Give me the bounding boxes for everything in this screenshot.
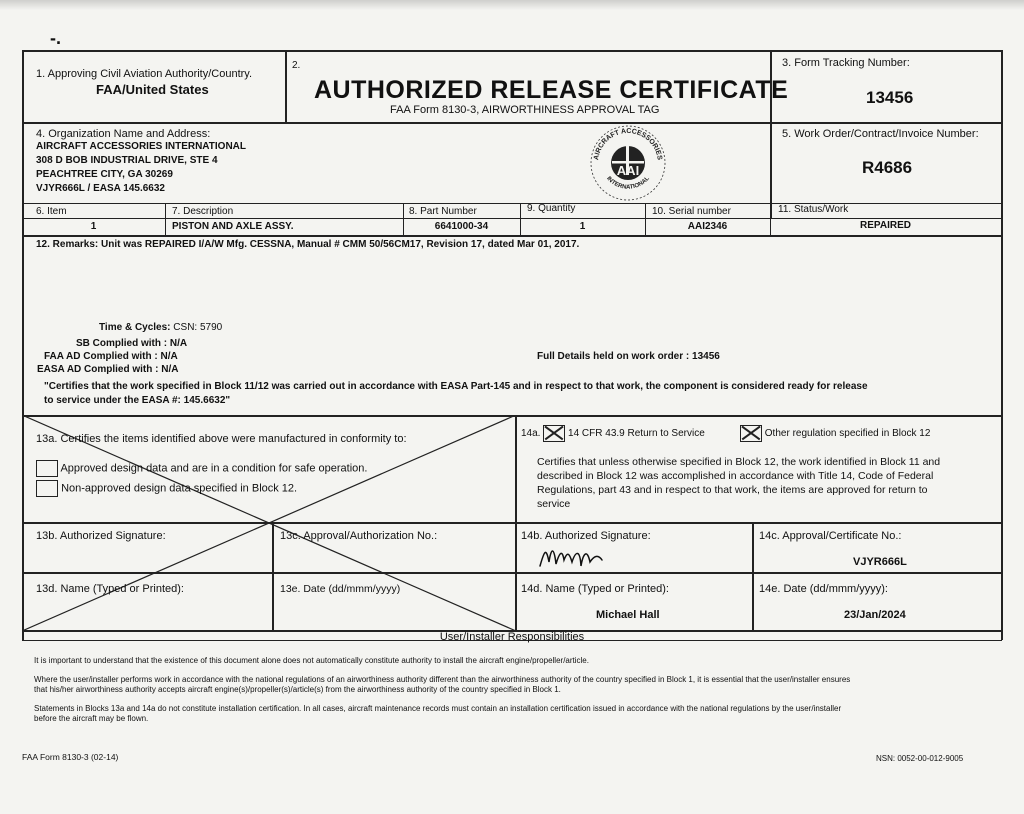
- block3-label: 3. Form Tracking Number:: [782, 57, 910, 69]
- form-title: AUTHORIZED RELEASE CERTIFICATE: [314, 76, 789, 104]
- non-approved-design-checkbox[interactable]: [36, 480, 58, 497]
- nsn-footer: NSN: 0052-00-012-9005: [876, 754, 964, 763]
- cfr-43-9-label: 14 CFR 43.9 Return to Service: [568, 428, 705, 440]
- block13d-label: 13d. Name (Typed or Printed):: [36, 583, 184, 595]
- block14b-label: 14b. Authorized Signature:: [521, 530, 651, 542]
- block14e-label: 14e. Date (dd/mmm/yyyy):: [759, 583, 888, 595]
- form-subtitle: FAA Form 8130-3, AIRWORTHINESS APPROVAL TAG: [390, 104, 660, 116]
- header-status-work: 11. Status/Work: [778, 204, 849, 215]
- header-quantity: 9. Quantity: [527, 203, 576, 214]
- table-row-status: REPAIRED: [860, 220, 911, 231]
- org-name: AIRCRAFT ACCESSORIES INTERNATIONAL: [36, 141, 246, 152]
- authorized-signature: [536, 542, 606, 577]
- signer-name: Michael Hall: [596, 609, 660, 621]
- block13b-label: 13b. Authorized Signature:: [36, 530, 166, 542]
- aai-logo: [590, 123, 666, 203]
- org-certificates: VJYR666L / EASA 145.6632: [36, 183, 165, 194]
- full-details-note: Full Details held on work order : 13456: [537, 351, 720, 362]
- approving-authority: FAA/United States: [96, 82, 209, 97]
- block4-label: 4. Organization Name and Address:: [36, 128, 211, 140]
- responsibilities-paragraph-2b: that his/her airworthiness authority accepts aircraft engine(s)/propeller(s)/article(s) from the airworthiness authority of the country specified in Block 1.: [34, 685, 561, 694]
- block13c-label: 13c. Approval/Authorization No.:: [280, 530, 438, 542]
- page-shadow: [0, 0, 1024, 10]
- form-tracking-number: 13456: [866, 88, 914, 107]
- logo-ring-top: AIRCRAFT ACCESSORIES: [593, 127, 663, 161]
- header-description: 7. Description: [172, 206, 234, 217]
- stray-mark: -.: [50, 28, 61, 48]
- responsibilities-paragraph-1: It is important to understand that the existence of this document alone does not automatically constitute authority to install the aircraft engine/propeller/article.: [34, 656, 589, 665]
- sb-complied: SB Complied with : N/A: [76, 338, 188, 349]
- table-row-serial: AAI2346: [687, 221, 728, 232]
- block14a-text-3: Regulations, part 43 and in respect to that work, the items are approved for return to: [537, 484, 928, 496]
- faa-ad-complied: FAA AD Complied with : N/A: [44, 351, 178, 362]
- header-part-number: 8. Part Number: [409, 206, 477, 217]
- time-cycles-label: Time & Cycles:: [99, 322, 171, 333]
- block14a-label: 14a.: [521, 428, 541, 440]
- sign-date: 23/Jan/2024: [844, 609, 906, 621]
- work-order-number: R4686: [862, 158, 913, 177]
- table-row-item: 1: [90, 221, 97, 232]
- table-row-description: PISTON AND AXLE ASSY.: [172, 221, 294, 232]
- responsibilities-title: User/Installer Responsibilities: [439, 631, 585, 643]
- approval-certificate-number: VJYR666L: [853, 556, 907, 568]
- block2-label: 2.: [292, 60, 301, 71]
- other-regulation-label: Other regulation specified in Block 12: [764, 428, 931, 440]
- logo-ring-bottom: INTERNATIONAL: [605, 175, 651, 191]
- responsibilities-paragraph-2a: Where the user/installer performs work in accordance with the national regulations of an airworthiness authority different than the airworthiness authority of the country specified in Block 1, it is essential that the user/installer ensures: [34, 675, 851, 684]
- block14a-text-4: service: [537, 498, 571, 510]
- header-item: 6. Item: [36, 206, 67, 217]
- other-regulation-checkbox[interactable]: [740, 425, 762, 442]
- form-number-footer: FAA Form 8130-3 (02-14): [22, 752, 119, 762]
- logo-text: AAI: [616, 163, 640, 178]
- header-serial-number: 10. Serial number: [652, 206, 731, 217]
- responsibilities-paragraph-3b: before the aircraft may be flown.: [34, 714, 149, 723]
- block13a-label: 13a. Certifies the items identified above were manufactured in conformity to:: [36, 433, 407, 445]
- block14c-label: 14c. Approval/Certificate No.:: [759, 530, 902, 542]
- approved-design-label: Approved design data and are in a condition for safe operation.: [60, 462, 368, 475]
- easa-ad-complied: EASA AD Complied with : N/A: [37, 364, 179, 375]
- org-city: PEACHTREE CITY, GA 30269: [36, 169, 173, 180]
- table-row-part-number: 6641000-34: [434, 221, 489, 232]
- block14a-text-1: Certifies that unless otherwise specified in Block 12, the work identified in Block 11 and: [537, 456, 941, 468]
- block14d-label: 14d. Name (Typed or Printed):: [521, 583, 669, 595]
- block14a-text-2: described in Block 12 was accomplished in accordance with Title 14, Code of Federal: [537, 470, 934, 482]
- org-address: 308 D BOB INDUSTRIAL DRIVE, STE 4: [36, 155, 218, 166]
- block13e-label: 13e. Date (dd/mmm/yyyy): [280, 583, 401, 595]
- cfr-43-9-checkbox[interactable]: [543, 425, 565, 442]
- table-row-quantity: 1: [579, 221, 586, 232]
- block5-label: 5. Work Order/Contract/Invoice Number:: [782, 128, 979, 140]
- responsibilities-paragraph-3a: Statements in Blocks 13a and 14a do not constitute installation certification. In all cases, aircraft maintenance records must contain an installation certification issued in accordance with the national regulations by the user/installer: [34, 704, 842, 713]
- non-approved-design-label: Non-approved design data specified in Block 12.: [61, 482, 298, 495]
- block1-label: 1. Approving Civil Aviation Authority/Country.: [36, 68, 253, 80]
- time-cycles-value: CSN: 5790: [173, 322, 223, 333]
- easa-certification-line1: "Certifies that the work specified in Block 11/12 was carried out in accordance with EASA Part-145 and in respect to that work, the component is considered ready for release: [44, 381, 868, 392]
- approved-design-checkbox[interactable]: [36, 460, 58, 477]
- easa-certification-line2: to service under the EASA #: 145.6632": [44, 395, 231, 406]
- remarks-heading: 12. Remarks: Unit was REPAIRED I/A/W Mfg. CESSNA, Manual # CMM 50/56CM17, Revision 17, dated Mar 01, 2017.: [36, 239, 580, 250]
- block13-crossout: [22, 415, 516, 631]
